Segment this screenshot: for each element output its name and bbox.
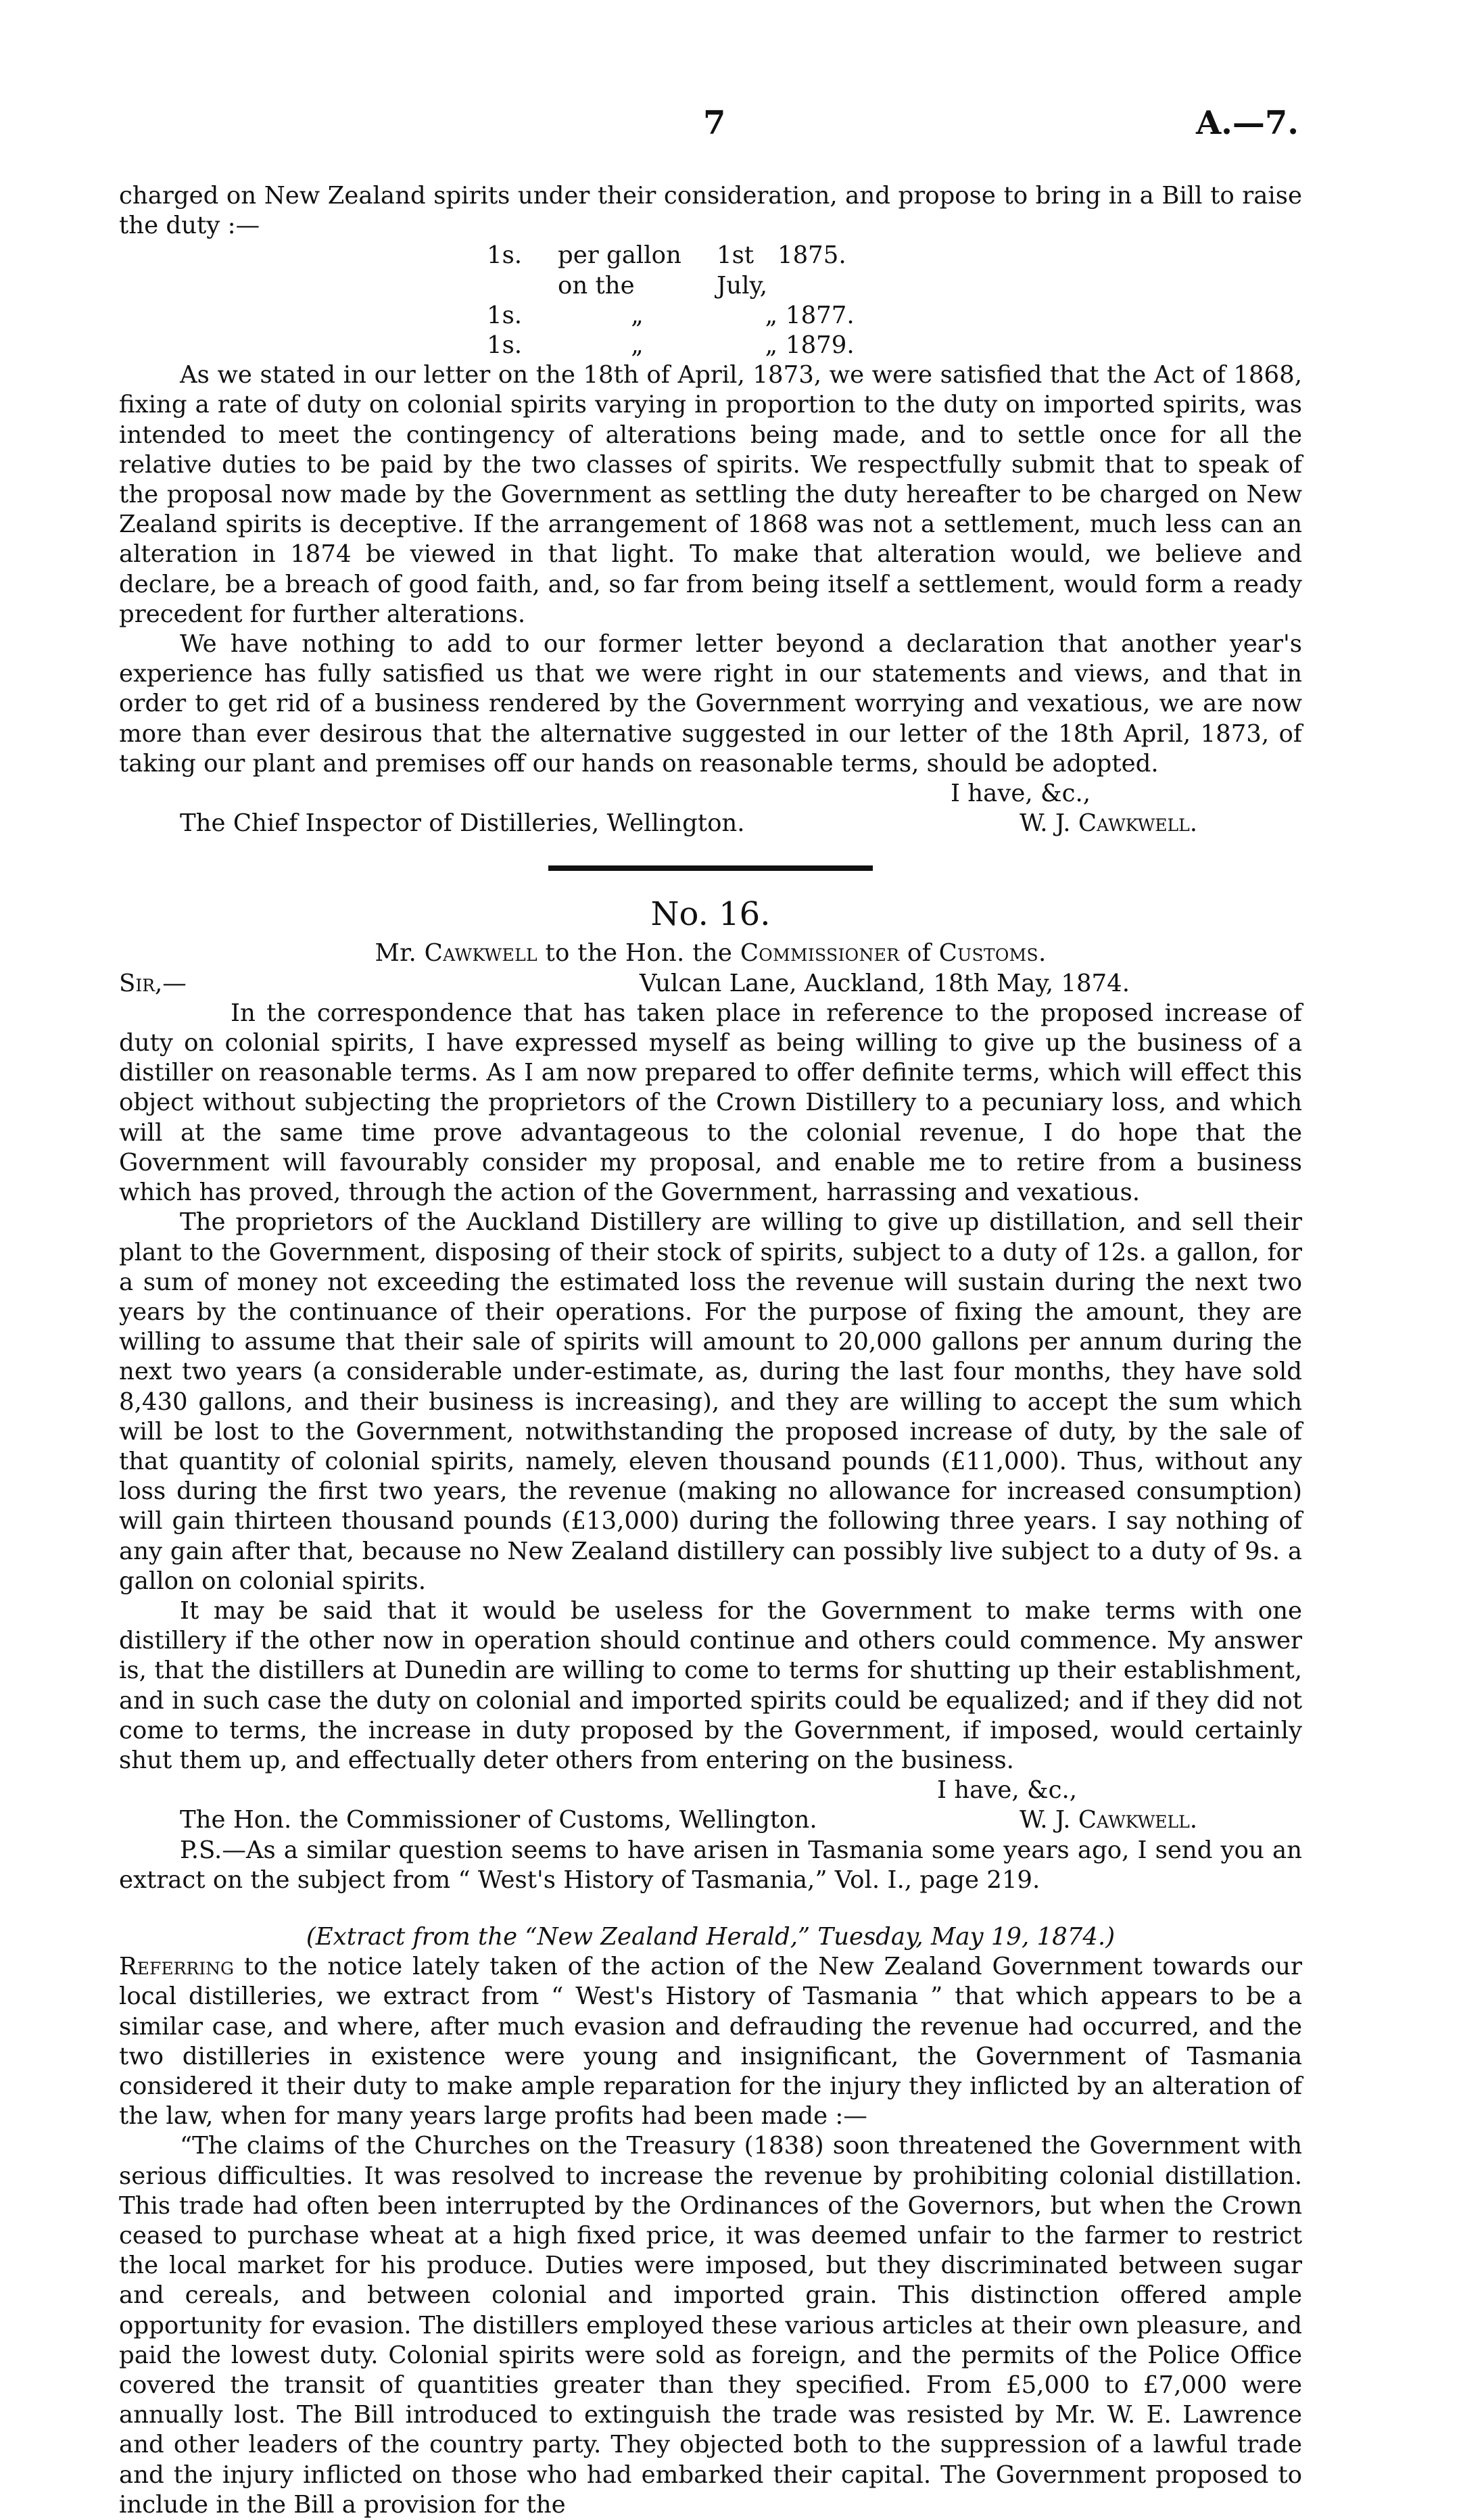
duty-unit: „ <box>631 331 644 360</box>
duty-unit: per gallon on the <box>558 241 681 300</box>
salutation: Sir,— <box>119 969 187 997</box>
body-text <box>119 181 1302 2520</box>
duty-amount: 1s. <box>487 241 523 270</box>
letter-paragraph: We have nothing to add to our former letter beyond a declaration that another year's experience has fully satisfied us that we were right in our statements and views, and that in order to get rid of a business rendered by the Government worrying and vexatious, we are now more than ever desirous that the alternative suggested in our letter of the 18th April, 1873, of taking our plant and premises off our hands on reasonable terms, should be adopted. <box>119 630 1302 778</box>
extract-heading: (Extract from the “New Zealand Herald,” Tuesday, May 19, 1874.) <box>306 1922 1116 1951</box>
signature: W. J. Cawkwell. <box>1019 809 1197 838</box>
signature-row <box>119 1805 1302 1835</box>
extract-lead-word: Referring <box>119 1953 234 1981</box>
duty-date: 1st July, <box>717 241 768 300</box>
heading-prefix: Mr. <box>375 939 417 968</box>
addressee: The Hon. the Commissioner of Customs, Wellington. <box>180 1806 817 1834</box>
heading-suffix: of <box>907 939 932 968</box>
paper-reference: A.—7. <box>1195 104 1299 142</box>
addressee: The Chief Inspector of Distilleries, Wellington. <box>180 809 745 838</box>
duty-unit: „ <box>631 301 644 329</box>
extract-text: to the notice lately taken of the action of the New Zealand Government towards our local distilleries, we extract from “ West's History of Tasmania ” that which appears to be a similar case, and where, after much evasion and defrauding the revenue had occurred, and the two distilleries in existence were young and insignificant, the Government of Tasmania considered it their duty to make ample reparation for the injury they inflicted by an alteration of the law, when for many years large profits had been made :— <box>119 1953 1302 2131</box>
closing-line: I have, &c., <box>937 1776 1078 1805</box>
duty-year: 1879. <box>786 331 855 360</box>
duty-year: 1875. <box>777 241 846 270</box>
heading-sender: Cawkwell <box>424 939 537 968</box>
closing-line: I have, &c., <box>951 780 1091 808</box>
salutation-row <box>119 969 1302 999</box>
letter-paragraph: The proprietors of the Auckland Distillery are willing to give up distillation, and sell their plant to the Government, disposing of their stock of spirits, subject to a duty of 12s. a gallon, for a sum of money not exceeding the estimated loss the revenue will sustain during the next two years by the continuance of their operations. For the purpose of fixing the amount, they are willing to assume that their sale of spirits will amount to 20,000 gallons per annum during the next two years (a considerable under-estimate, as, during the last four months, they have sold 8,430 gallons, and their business is increasing), and they are willing to accept the sum which will be lost to the Government, notwithstanding the proposed increase of duty, by the sale of that quantity of colonial spirits, namely, eleven thousand pounds (£11,000). Thus, without any loss during the first two years, the revenue (making no allowance for increased consumption) will gain thirteen thousand pounds (£13,000) during the following three years. I say nothing of any gain after that, because no New Zealand distillery can possibly live subject to a duty of 9s. a gallon on colonial spirits. <box>119 1208 1302 1595</box>
letter-opening: charged on New Zealand spirits under their consideration, and propose to bring in a Bill to raise the duty :— <box>119 182 1302 240</box>
heading-office: Customs. <box>938 939 1047 968</box>
address-date: Vulcan Lane, Auckland, 18th May, 1874. <box>639 969 1130 997</box>
duty-row <box>487 241 1302 300</box>
signature-row <box>119 809 1302 838</box>
duty-amount: 1s. <box>487 331 523 360</box>
duty-schedule <box>487 241 1302 360</box>
duty-row <box>487 301 1302 331</box>
heading-mid: to the Hon. the <box>545 939 733 968</box>
heading-recipient: Commissioner <box>740 939 900 968</box>
letter-paragraph: In the correspondence that has taken place in reference to the proposed increase of duty on colonial spirits, I have expressed myself as being willing to give up the business of a distiller on reasonable terms. As I am now prepared to offer definite terms, which will effect this object without subjecting the proprietors of the Crown Distillery to a pecuniary loss, and which will at the same time prove advantageous to the colonial revenue, I do hope that the Government will favourably consider my proposal, and enable me to retire from a business which has proved, through the action of the Government, harrassing and vexatious. <box>119 999 1302 1207</box>
extract-quote: “The claims of the Churches on the Treasury (1838) soon threatened the Government with serious difficulties. It was resolved to increase the revenue by prohibiting colonial distillation. This trade had often been interrupted by the Ordinances of the Governors, but when the Crown ceased to purchase wheat at a high fixed price, it was deemed unfair to the farmer to restrict the local market for his produce. Duties were imposed, but they discriminated between sugar and cereals, and between colonial and imported grain. This distinction offered ample opportunity for evasion. The distillers employed these various articles at their own pleasure, and paid the lowest duty. Colonial spirits were sold as foreign, and the permits of the Police Office covered the transit of quantities greater than they specified. From £5,000 to £7,000 were annually lost. The Bill introduced to extinguish the trade was resisted by Mr. W. E. Lawrence and other leaders of the country party. They objected both to the suppression of a lawful trade and the injury inflicted on those who had embarked their capital. The Government proposed to include in the Bill a provision for the <box>119 2132 1302 2519</box>
section-divider <box>548 865 873 871</box>
duty-row <box>487 331 1302 360</box>
extract-paragraph <box>119 1952 1302 2131</box>
document-heading <box>119 938 1302 968</box>
postscript: P.S.—As a similar question seems to have arisen in Tasmania some years ago, I send you an extract on the subject from “ West's History of Tasmania,” Vol. I., page 219. <box>119 1836 1302 1894</box>
page-header <box>0 104 1461 156</box>
duty-amount: 1s. <box>487 301 523 329</box>
letter-paragraph: It may be said that it would be useless for the Government to make terms with one distillery if the other now in operation should continue and others could commence. My answer is, that the distillers at Dunedin are willing to come to terms for shutting up their establishment, and in such case the duty on colonial and imported spirits could be equalized; and if they did not come to terms, the increase in duty proposed by the Government, if imposed, would certainly shut them up, and effectually deter others from entering on the business. <box>119 1596 1302 1774</box>
duty-date: „ <box>765 331 777 360</box>
signature: W. J. Cawkwell. <box>1019 1806 1197 1834</box>
document-number: No. 16. <box>650 895 771 934</box>
letter-paragraph: As we stated in our letter on the 18th of April, 1873, we were satisfied that the Act of 1868, fixing a rate of duty on colonial spirits varying in proportion to the duty on imported spirits, was intended to meet the contingency of alterations being made, and to settle once for all the relative duties to be paid by the two classes of spirits. We respectfully submit that to speak of the proposal now made by the Government as settling the duty hereafter to be charged on New Zealand spirits is deceptive. If the arrangement of 1868 was not a settlement, much less can an alteration in 1874 be viewed in that light. To make that alteration would, we believe and declare, be a breach of good faith, and, so far from being itself a settlement, would form a ready precedent for further alterations. <box>119 361 1302 628</box>
page-number: 7 <box>703 104 726 142</box>
duty-year: 1877. <box>786 301 855 329</box>
duty-date: „ <box>765 301 777 329</box>
